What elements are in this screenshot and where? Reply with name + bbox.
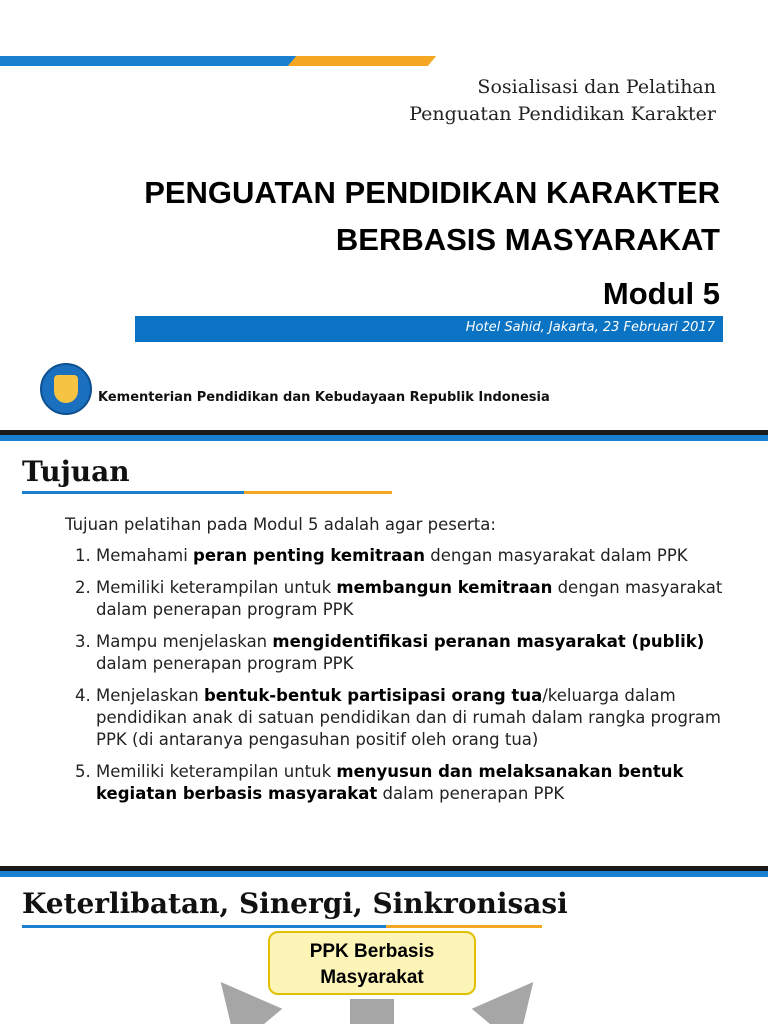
slide-top-stripe [0,435,768,441]
module-title: Modul 5 [602,276,720,311]
goals-slide [0,435,768,866]
heading-underline [22,925,542,928]
arrow-right-icon [472,963,557,1024]
goal-item: 5. Memiliki keterampilan untuk menyusun dan melaksanakan bentuk kegiatan berbasis masyarakat dalam penerapan PPK [96,761,756,805]
title-slide [0,0,768,430]
goals-list [62,545,756,815]
header-stripe-gold [288,56,436,66]
goals-heading: Tujuan [22,455,130,488]
goal-item: 3. Mampu menjelaskan mengidentifikasi peranan masyarakat (publik) dalam penerapan program PPK [96,631,756,675]
heading-underline [22,491,392,494]
header-stripe-blue [0,56,300,66]
ministry-name: Kementerian Pendidikan dan Kebudayaan Republik Indonesia [98,390,550,405]
goal-item: 2. Memiliki keterampilan untuk membangun kemitraan dengan masyarakat dalam penerapan program PPK [96,577,756,621]
goal-item: 4. Menjelaskan bentuk-bentuk partisipasi orang tua/keluarga dalam pendidikan anak di satuan pendidikan dan di rumah dalam rangka program PPK (di antaranya pengasuhan positif oleh orang tua) [96,685,756,751]
ppk-center-box [268,931,476,995]
slide-top-stripe [0,871,768,877]
arrow-down-icon [350,999,394,1024]
ppk-box-line-2: Masyarakat [320,967,424,988]
date-location: Hotel Sahid, Jakarta, 23 Februari 2017 [465,320,715,335]
synergy-heading: Keterlibatan, Sinergi, Sinkronisasi [22,887,568,920]
goal-item: 1. Memahami peran penting kemitraan dengan masyarakat dalam PPK [96,545,756,567]
goals-intro: Tujuan pelatihan pada Modul 5 adalah agar peserta: [65,515,496,534]
ppk-box-line-1: PPK Berbasis [309,941,435,962]
date-bar [135,316,723,342]
title-line-1: PENGUATAN PENDIDIKAN KARAKTER [144,175,720,210]
title-line-2: BERBASIS MASYARAKAT [335,222,720,257]
subtitle-line-1: Sosialisasi dan Pelatihan [477,76,716,98]
subtitle-line-2: Penguatan Pendidikan Karakter [409,103,716,125]
logo-emblem [54,375,78,403]
synergy-slide [0,871,768,1024]
tut-wuri-handayani-logo-icon [40,363,92,415]
